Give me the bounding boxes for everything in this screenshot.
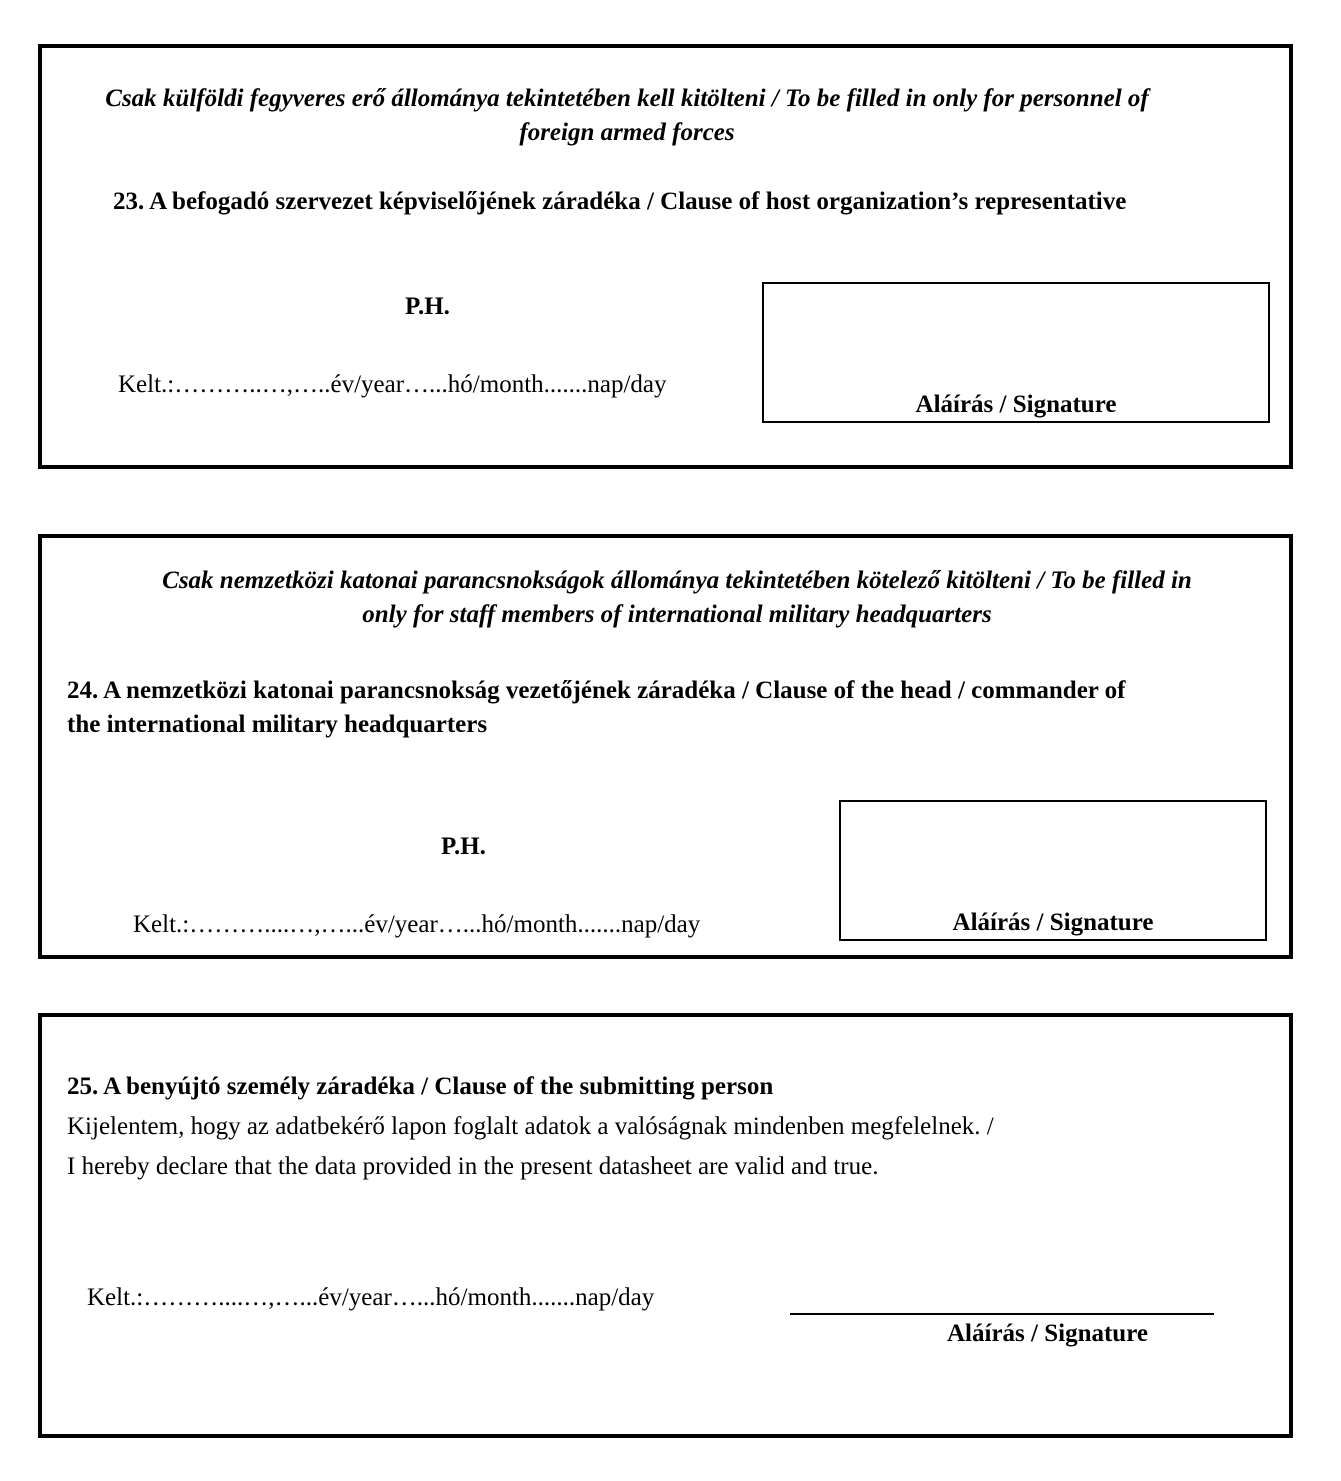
date-line[interactable]: Kelt.:………....…,…...év/year…...hó/month.......nap/day [87,1284,655,1311]
signature-label: Aláírás / Signature [952,909,1154,936]
signature-label: Aláírás / Signature [947,1320,1148,1347]
signature-line[interactable] [790,1313,1214,1315]
section-23-heading: 23. A befogadó szervezet képviselőjének záradéka / Clause of host organization’s representative [113,188,1127,215]
signature-box[interactable] [762,282,1270,423]
date-line[interactable]: Kelt.:………....…,…...év/year…...hó/month.......nap/day [133,911,701,938]
section-25-heading: 25. A benyújtó személy záradéka / Clause of the submitting person [67,1073,774,1100]
date-line[interactable]: Kelt.:………..…,…..év/year…...hó/month.......nap/day [118,371,667,398]
stamp-placeholder: P.H. [405,293,450,320]
section-24 [38,534,1293,959]
section-23 [38,44,1293,469]
section-24-heading: 24. A nemzetközi katonai parancsnokság vezetőjének záradéka / Clause of the head / commander of the international military headquarters [67,677,1126,738]
stamp-placeholder: P.H. [441,833,486,860]
signature-box[interactable] [839,800,1267,941]
section-23-note: Csak külföldi fegyveres erő állománya tekintetében kell kitölteni / To be filled in only for personnel of foreign armed forces [105,85,1149,146]
declaration-hungarian: Kijelentem, hogy az adatbekérő lapon foglalt adatok a valóságnak mindenben megfelelnek. / [67,1113,994,1140]
section-24-note: Csak nemzetközi katonai parancsnokságok állománya tekintetében kötelező kitölteni / To be filled in only for staff members of international military headquarters [162,567,1192,628]
section-25 [38,1013,1293,1438]
declaration-english: I hereby declare that the data provided in the present datasheet are valid and true. [67,1153,879,1180]
signature-label: Aláírás / Signature [915,391,1117,418]
